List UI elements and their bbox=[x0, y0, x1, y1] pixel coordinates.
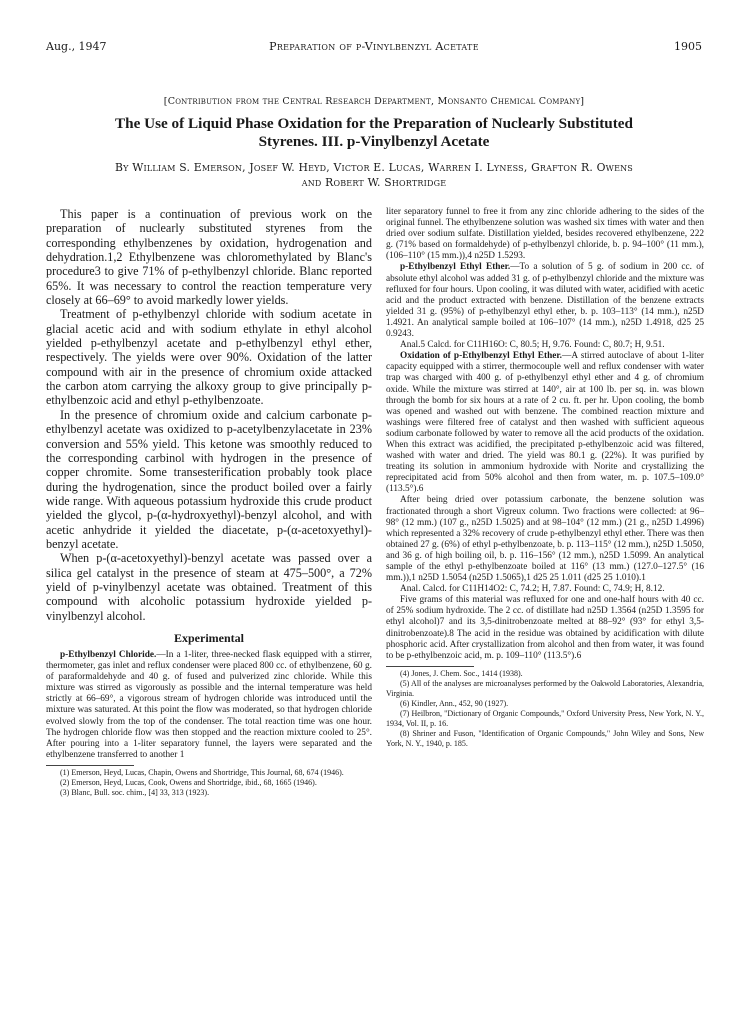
body-paragraph: Five grams of this material was refluxed for one and one-half hours with 40 cc. of 25% sodium hydroxide. The 2 cc. of distillate had n25D 1.3564 (n25D 1.3595 for ethyl alcohol)7 and its 3,5-dinitrobenzoate melted at 88–92° (93° for ethyl 3,5-dinitrobenzoate).8 The acid in the residue was obtained by acidification with dilute phosphoric acid. After crystallization from alcohol and then from water, it was found to be p-ethylbenzoic acid, m. p. 109–110° (113.5°).6 bbox=[386, 595, 704, 661]
body-paragraph: This paper is a continuation of previous work on the preparation of nuclearly substituted styrenes from the corresponding ethylbenzenes by oxidation, hydrogenation and dehydration.1,2 Ethylbenzene was chloromethylated by Blanc's procedure3 to give 71% of p-ethylbenzyl chloride. Blanc reported 65%. It was necessary to control the reaction temperature very closely at 66–69° to avoid markedly lower yields. bbox=[46, 207, 372, 308]
analysis-line: Anal. Calcd. for C11H14O2: C, 74.2; H, 7.87. Found: C, 74.9; H, 8.12. bbox=[400, 584, 665, 595]
running-head bbox=[46, 40, 702, 56]
experimental-paragraph bbox=[46, 650, 372, 761]
issue-date: Aug., 1947 bbox=[46, 40, 107, 53]
title-line-2: Styrenes. III. p-Vinylbenzyl Acetate bbox=[258, 133, 490, 150]
running-title: Preparation of p-Vinylbenzyl Acetate bbox=[269, 40, 479, 53]
run-in-heading: p-Ethylbenzyl Chloride. bbox=[60, 649, 157, 660]
title-line-1: The Use of Liquid Phase Oxidation for the Preparation of Nuclearly Substituted bbox=[115, 115, 633, 132]
section-heading-experimental: Experimental bbox=[174, 630, 244, 645]
footnote: (4) Jones, J. Chem. Soc., 1414 (1938). bbox=[400, 668, 523, 678]
footnote-divider bbox=[386, 666, 474, 667]
body-paragraph: liter separatory funnel to free it from any zinc chloride adhering to the sides of the original funnel. The ethylbenzene solution was washed six times with water and then dried over sodium sulfate. Distillation yielded, besides recovered ethylbenzene, 222 g. (71% based on formaldehyde) of p-ethylbenzyl chloride, b. p. 94–100° (11 mm.), (106–110° (15 mm.)),4 n25D 1.5293. bbox=[386, 207, 704, 262]
run-in-heading: Oxidation of p-Ethylbenzyl Ethyl Ether. bbox=[400, 351, 563, 362]
body-paragraph: After being dried over potassium carbonate, the benzene solution was fractionated through a short Vigreux column. Two fractions were collected: at 96–98° (12 mm.) (107 g., n25D 1.5025) and at 98–104° (12 mm.) (21 g., n25D 1.4996) which represented a 32% recovery of crude p-ethylbenzyl ethyl ether. There was then obtained 27 g. (6%) of ethyl p-ethylbenzoate, b. p. 113–115° (12 mm.), n25D 1.5050, and 36 g. of high boiling oil, b. p. 116–156° (12 mm.), n25D 1.5099. An analytical sample of the ethyl p-ethylbenzoate boiled at 116° (13 mm.) (127.0–127.5° (16 mm.)),1 n25D 1.5054 (n25D 1.5065),1 d25 25 1.011 (d25 25 1.010).1 bbox=[386, 495, 704, 584]
procedure-text: —A stirred autoclave of about 1-liter capacity equipped with a stirrer, thermocouple well and reflux condenser with water trap was charged with 400 g. of p-ethylbenzyl ethyl ether and 4 g. of chromium oxide. While the mixture was stirred at 140°, air at 100 lb. per sq. in. was blown through the bomb for six hours at a rate of 2 cu. ft. per hr. Upon cooling, the bomb was opened and washed out with benzene. The combined reaction mixture and washings were filtered free of catalyst and then washed with sufficient aqueous sodium carbonate followed by water to remove all the acid products of the oxidation. When this extract was acidified, the precipitated p-ethylbenzoic acid was filtered, washed with water and dried. The yield was 80.1 g. (22%). It was purified by treating its solution in ammonium hydroxide with Norite and crystallizing the reprecipitated acid from 50% alcohol and then from water, m. p. 107.5–109.0° (113.5°).6 bbox=[386, 351, 704, 495]
footnote: (3) Blanc, Bull. soc. chim., [4] 33, 313 (1923). bbox=[60, 787, 210, 797]
footnote: (6) Kindler, Ann., 452, 90 (1927). bbox=[400, 698, 509, 708]
footnote: (5) All of the analyses are microanalyses performed by the Oakwold Laboratories, Alexandria, Virginia. bbox=[386, 678, 704, 698]
right-column bbox=[386, 207, 704, 749]
body-paragraph: When p-(α-acetoxyethyl)-benzyl acetate was passed over a silica gel catalyst in the presence of steam at 475–500°, a 72% yield of p-vinylbenzyl acetate was obtained. Treatment of this compound with alcoholic potassium hydroxide yielded p-vinylbenzyl alcohol. bbox=[46, 551, 372, 623]
author-list bbox=[46, 160, 702, 190]
authors-line-1: By William S. Emerson, Josef W. Heyd, Victor E. Lucas, Warren I. Lyness, Grafton R. Owens bbox=[114, 161, 633, 174]
authors-line-2: and Robert W. Shortridge bbox=[301, 176, 447, 189]
footnote-divider bbox=[46, 765, 134, 766]
contribution-line: [Contribution from the Central Research Department, Monsanto Chemical Company] bbox=[163, 96, 585, 107]
analysis-line: Anal.5 Calcd. for C11H16O: C, 80.5; H, 9.76. Found: C, 80.7; H, 9.51. bbox=[400, 340, 665, 351]
page-number: 1905 bbox=[674, 40, 702, 53]
footnote: (2) Emerson, Heyd, Lucas, Cook, Owens and Shortridge, ibid., 68, 1665 (1946). bbox=[60, 777, 317, 787]
run-in-heading: p-Ethylbenzyl Ethyl Ether. bbox=[400, 262, 511, 273]
experimental-text: —In a 1-liter, three-necked flask equipped with a stirrer, thermometer, gas inlet and reflux condenser were placed 800 cc. of ethylbenzene, 60 g. of paraformaldehyde and 40 g. of fused and pulverized zinc chloride. While this mixture was stirred as vigorously as possible and the internal temperature was held strictly at 66–69°, a vigorous stream of hydrogen chloride was introduced until the mixture was saturated. At this point the flow was moderated, so that hydrogen chloride evolved slowly from the top of the condenser. The total reaction time was one hour. The hydrogen chloride flow was then stopped and the reaction mixture cooled to 25°. After pouring into a 1-liter separatory funnel, the layers were separated and the ethylbenzene transferred to another 1 bbox=[46, 649, 373, 760]
procedure-text: —To a solution of 5 g. of sodium in 200 cc. of absolute ethyl alcohol was added 31 g. of p-ethylbenzyl chloride and the mixture was refluxed for four hours. Upon cooling, it was diluted with water, acidified with acetic acid and the product extracted with benzene. Distillation of the benzene extracts yielded 31 g. (95%) of p-ethylbenzyl ethyl ether, b. p. 103–113° (14 mm.), n25D 1.4921. An analytical sample boiled at 106–107° (14 mm.), n25D 1.4918, d25 25 0.9243. bbox=[386, 262, 704, 340]
footnote: (1) Emerson, Heyd, Lucas, Chapin, Owens and Shortridge, This Journal, 68, 674 (1946). bbox=[60, 767, 344, 777]
left-column bbox=[46, 207, 372, 798]
procedure-paragraph bbox=[386, 262, 704, 340]
procedure-paragraph bbox=[386, 351, 704, 495]
body-paragraph: In the presence of chromium oxide and calcium carbonate p-ethylbenzyl acetate was oxidized to p-acetylbenzylacetate in 23% conversion and 55% yield. This ketone was smoothly reduced to the corresponding carbinol with hydrogen in the presence of copper chromite. Some transesterification probably took place during the hydrogenation, since the product boiled over a fairly wide range. With aqueous potassium hydroxide this crude product yielded the glycol, p-(α-hydroxyethyl)-benzyl alcohol, and with acetic anhydride it yielded the diacetate, p-(α-acetoxyethyl)-benzyl acetate. bbox=[46, 407, 372, 551]
article-title bbox=[60, 115, 688, 151]
footnote: (7) Heilbron, "Dictionary of Organic Compounds," Oxford University Press, New York, N. Y., 1934, Vol. II, p. 16. bbox=[386, 708, 704, 728]
footnote: (8) Shriner and Fuson, "Identification of Organic Compounds," John Wiley and Sons, New York, N. Y., 1940, p. 185. bbox=[386, 728, 704, 748]
body-paragraph: Treatment of p-ethylbenzyl chloride with sodium acetate in glacial acetic acid and with sodium ethylate in ethyl alcohol yielded p-ethylbenzyl acetate and p-ethylbenzyl ethyl ether, respectively. The yields were over 90%. Oxidation of the latter compound with air in the presence of chromium oxide attacked the carbon atom carrying the alkoxy group to give principally p-ethylbenzoic acid and ethyl p-ethylbenzoate. bbox=[46, 307, 372, 408]
